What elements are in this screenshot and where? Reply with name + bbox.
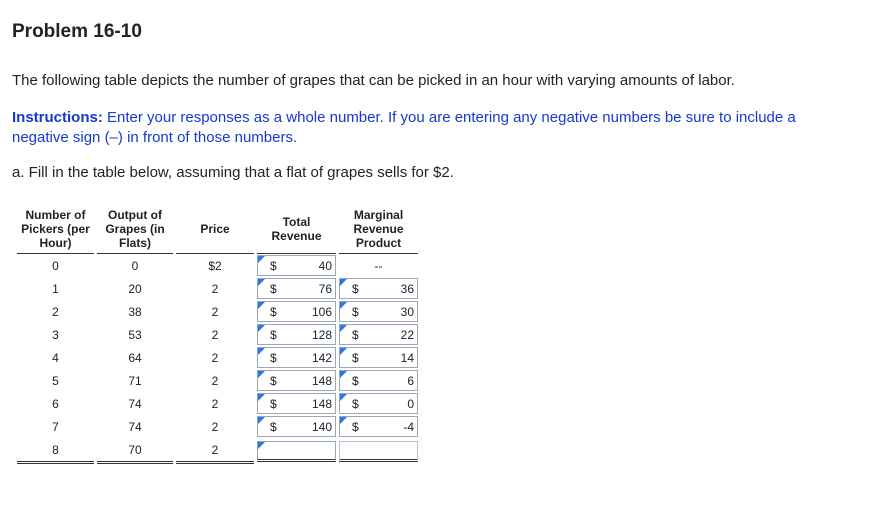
cell-total-revenue: [257, 369, 336, 392]
cell-pickers: 2: [52, 304, 59, 319]
cell-price: 2: [211, 304, 219, 319]
instructions: [12, 108, 852, 148]
cell-mrp: [339, 254, 418, 277]
header-price: Price: [176, 207, 254, 254]
cell-mrp: [339, 369, 418, 392]
instructions-label: Instructions:: [12, 109, 103, 126]
mrp-value: 0: [407, 396, 414, 411]
mrp-input[interactable]: [339, 324, 418, 345]
cell-output: 71: [128, 373, 142, 388]
cell-mrp: [339, 438, 418, 464]
currency-symbol: $: [270, 373, 277, 388]
instructions-text: Enter your responses as a whole number. If you are entering any negative numbers be sure to include a negative sign (–) in front of those numbers.: [12, 109, 796, 146]
cell-pickers: 0: [52, 258, 59, 273]
answer-flag-icon: [340, 302, 347, 309]
header-total-revenue: Total Revenue: [257, 207, 336, 254]
answer-flag-icon: [258, 279, 265, 286]
mrp-value: 30: [400, 304, 414, 319]
total-revenue-value: 142: [311, 350, 332, 365]
table-row: [17, 346, 418, 369]
problem-intro: The following table depicts the number of grapes that can be picked in an hour with varying amounts of labor.: [12, 72, 735, 89]
mrp-input[interactable]: [339, 393, 418, 414]
cell-total-revenue: [257, 392, 336, 415]
table-row: [17, 300, 418, 323]
cell-mrp: [339, 392, 418, 415]
currency-symbol: $: [352, 396, 359, 411]
total-revenue-input[interactable]: [257, 301, 336, 322]
cell-output: 0: [131, 258, 139, 273]
mrp-input[interactable]: [339, 416, 418, 437]
cell-mrp: [339, 346, 418, 369]
cell-output: 70: [97, 438, 173, 464]
currency-symbol: $: [270, 281, 277, 296]
table-row: [17, 277, 418, 300]
answer-flag-icon: [340, 417, 347, 424]
header-output: Output of Grapes (in Flats): [97, 207, 173, 254]
currency-symbol: $: [270, 419, 277, 434]
mrp-input[interactable]: [339, 278, 418, 299]
total-revenue-value: 140: [311, 419, 332, 434]
total-revenue-input[interactable]: [257, 416, 336, 437]
cell-mrp: [339, 323, 418, 346]
answer-flag-icon: [258, 348, 265, 355]
answer-flag-icon: [258, 394, 265, 401]
cell-total-revenue: [257, 300, 336, 323]
total-revenue-input[interactable]: [257, 441, 336, 462]
total-revenue-value: 106: [311, 304, 332, 319]
table-row: [17, 323, 418, 346]
cell-total-revenue: [257, 438, 336, 464]
currency-symbol: $: [352, 350, 359, 365]
mrp-input[interactable]: [339, 347, 418, 368]
cell-price: 2: [211, 419, 219, 434]
answer-flag-icon: [258, 417, 265, 424]
cell-output: 74: [128, 419, 142, 434]
total-revenue-input[interactable]: [257, 370, 336, 391]
mrp-input[interactable]: [339, 441, 418, 462]
cell-price: $2: [208, 258, 222, 273]
cell-total-revenue: [257, 254, 336, 277]
mrp-value: 22: [400, 327, 414, 342]
answer-flag-icon: [258, 256, 265, 263]
cell-mrp: [339, 277, 418, 300]
cell-total-revenue: [257, 323, 336, 346]
page-title: Problem 16-10: [12, 21, 142, 42]
total-revenue-input[interactable]: [257, 278, 336, 299]
cell-price: 2: [211, 327, 219, 342]
cell-price: 2: [211, 373, 219, 388]
cell-output: 64: [128, 350, 142, 365]
currency-symbol: $: [352, 419, 359, 434]
answer-flag-icon: [340, 279, 347, 286]
cell-output: 20: [128, 281, 142, 296]
revenue-table: [14, 207, 421, 464]
header-mrp: Marginal Revenue Product: [339, 207, 418, 254]
cell-price: 2: [211, 396, 219, 411]
cell-output: 38: [128, 304, 142, 319]
cell-total-revenue: [257, 415, 336, 438]
cell-total-revenue: [257, 346, 336, 369]
answer-flag-icon: [340, 394, 347, 401]
cell-mrp: [339, 300, 418, 323]
currency-symbol: $: [270, 327, 277, 342]
cell-mrp: [339, 415, 418, 438]
total-revenue-value: 76: [318, 281, 332, 296]
total-revenue-value: 40: [318, 258, 332, 273]
answer-flag-icon: [258, 442, 265, 449]
currency-symbol: $: [352, 304, 359, 319]
cell-price: 2: [211, 281, 219, 296]
cell-pickers: 5: [52, 373, 59, 388]
total-revenue-input[interactable]: [257, 255, 336, 276]
total-revenue-value: 148: [311, 396, 332, 411]
currency-symbol: $: [270, 258, 277, 273]
cell-pickers: 7: [52, 419, 59, 434]
mrp-placeholder: --: [374, 258, 383, 273]
cell-output: 53: [128, 327, 142, 342]
currency-symbol: $: [352, 373, 359, 388]
mrp-value: 6: [407, 373, 414, 388]
cell-total-revenue: [257, 277, 336, 300]
currency-symbol: $: [352, 327, 359, 342]
answer-flag-icon: [258, 302, 265, 309]
total-revenue-value: 148: [311, 373, 332, 388]
answer-flag-icon: [340, 371, 347, 378]
cell-price: 2: [211, 350, 219, 365]
currency-symbol: $: [270, 304, 277, 319]
header-pickers: Number of Pickers (per Hour): [17, 207, 94, 254]
mrp-value: -4: [403, 419, 414, 434]
mrp-value: 14: [400, 350, 414, 365]
currency-symbol: $: [270, 396, 277, 411]
cell-pickers: 8: [17, 438, 94, 464]
table-row: [17, 392, 418, 415]
part-a-prompt: a. Fill in the table below, assuming that a flat of grapes sells for $2.: [12, 164, 454, 181]
table-row: [17, 369, 418, 392]
table-row: [17, 254, 418, 277]
cell-pickers: 4: [52, 350, 59, 365]
total-revenue-value: 128: [311, 327, 332, 342]
mrp-input[interactable]: [339, 370, 418, 391]
answer-flag-icon: [258, 371, 265, 378]
mrp-value: 36: [400, 281, 414, 296]
answer-flag-icon: [258, 325, 265, 332]
cell-pickers: 6: [52, 396, 59, 411]
mrp-input[interactable]: [339, 301, 418, 322]
table-row: [17, 438, 418, 464]
cell-pickers: 3: [52, 327, 59, 342]
currency-symbol: $: [270, 350, 277, 365]
currency-symbol: $: [352, 281, 359, 296]
cell-pickers: 1: [52, 281, 59, 296]
cell-output: 74: [128, 396, 142, 411]
total-revenue-input[interactable]: [257, 347, 336, 368]
table-row: [17, 415, 418, 438]
cell-price: 2: [176, 438, 254, 464]
total-revenue-input[interactable]: [257, 324, 336, 345]
answer-flag-icon: [340, 348, 347, 355]
answer-flag-icon: [340, 325, 347, 332]
total-revenue-input[interactable]: [257, 393, 336, 414]
